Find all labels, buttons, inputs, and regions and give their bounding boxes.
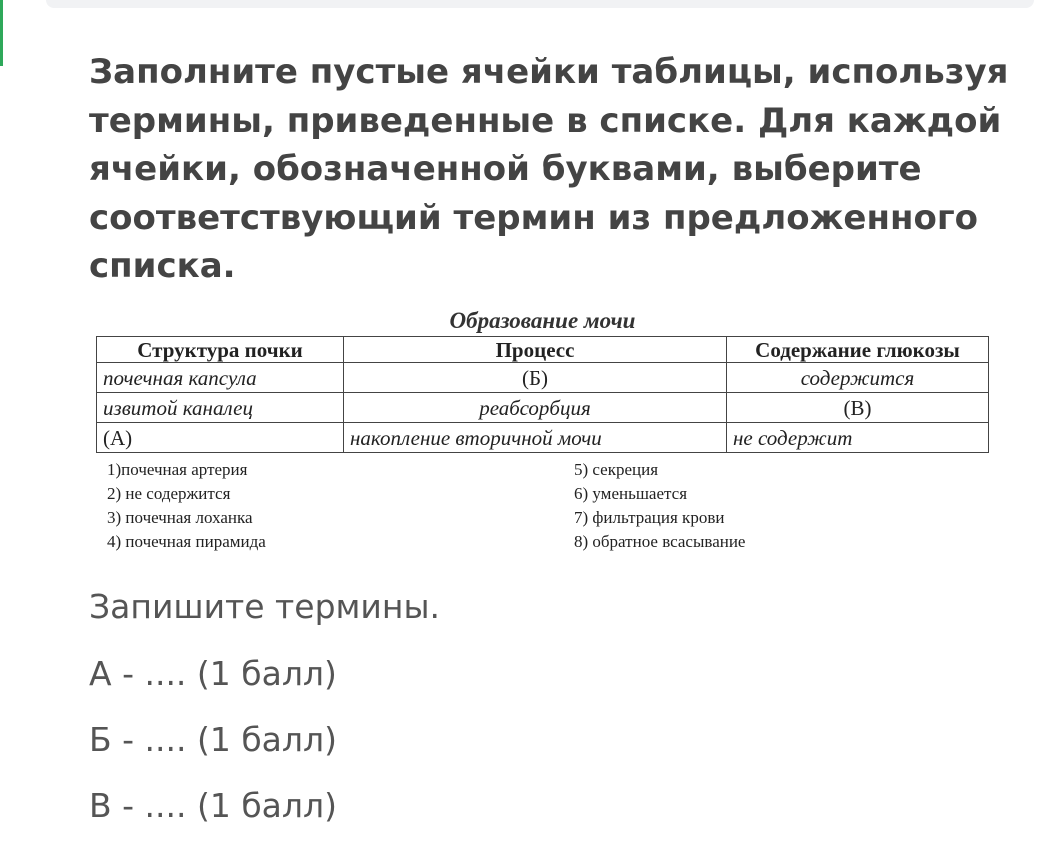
table-cell: не содержит <box>727 423 989 453</box>
option-item: 5) секреция <box>574 460 659 479</box>
table-cell: содержится <box>727 363 989 393</box>
answer-line-v: В - .... (1 балл) <box>89 786 337 825</box>
table-cell: извитой каналец <box>97 393 344 423</box>
header-cell: Процесс <box>344 337 727 363</box>
option-item: 6) уменьшается <box>574 484 688 503</box>
table-cell: почечная капсула <box>97 363 344 393</box>
figure-title: Образование мочи <box>449 308 636 333</box>
table-cell: реабсорбция <box>344 393 727 423</box>
option-item: 2) не содержится <box>107 484 231 503</box>
option-item: 3) почечная лоханка <box>107 508 253 527</box>
header-cell: Содержание глюкозы <box>727 337 989 363</box>
option-item: 7) фильтрация крови <box>574 508 725 527</box>
table-row <box>97 423 989 453</box>
table-row <box>97 363 989 393</box>
answer-line-b: Б - .... (1 балл) <box>89 720 337 759</box>
table-cell: накопление вторичной мочи <box>344 423 727 453</box>
blank-cell-a: (А) <box>97 423 344 453</box>
instruction-text: Запишите термины. <box>89 587 440 626</box>
option-item: 1)почечная артерия <box>107 460 248 479</box>
table-header-row <box>97 337 989 363</box>
option-item: 8) обратное всасывание <box>574 532 746 551</box>
option-item: 4) почечная пирамида <box>107 532 266 551</box>
options-left-list <box>107 458 266 554</box>
top-card-edge <box>46 0 1034 8</box>
blank-cell-b: (Б) <box>344 363 727 393</box>
urine-formation-table <box>96 336 989 453</box>
blank-cell-v: (В) <box>727 393 989 423</box>
options-right-list <box>574 458 745 554</box>
header-cell: Структура почки <box>97 337 344 363</box>
question-text: Заполните пустые ячейки таблицы, используя термины, приведенные в списке. Для каждой ячейки, обозначенной буквами, выберите соответствующий термин из предложенного списка. <box>89 52 1009 286</box>
table-row <box>97 393 989 423</box>
answer-line-a: А - .... (1 балл) <box>89 654 337 693</box>
left-accent-bar <box>0 0 3 66</box>
task-figure <box>95 306 990 556</box>
